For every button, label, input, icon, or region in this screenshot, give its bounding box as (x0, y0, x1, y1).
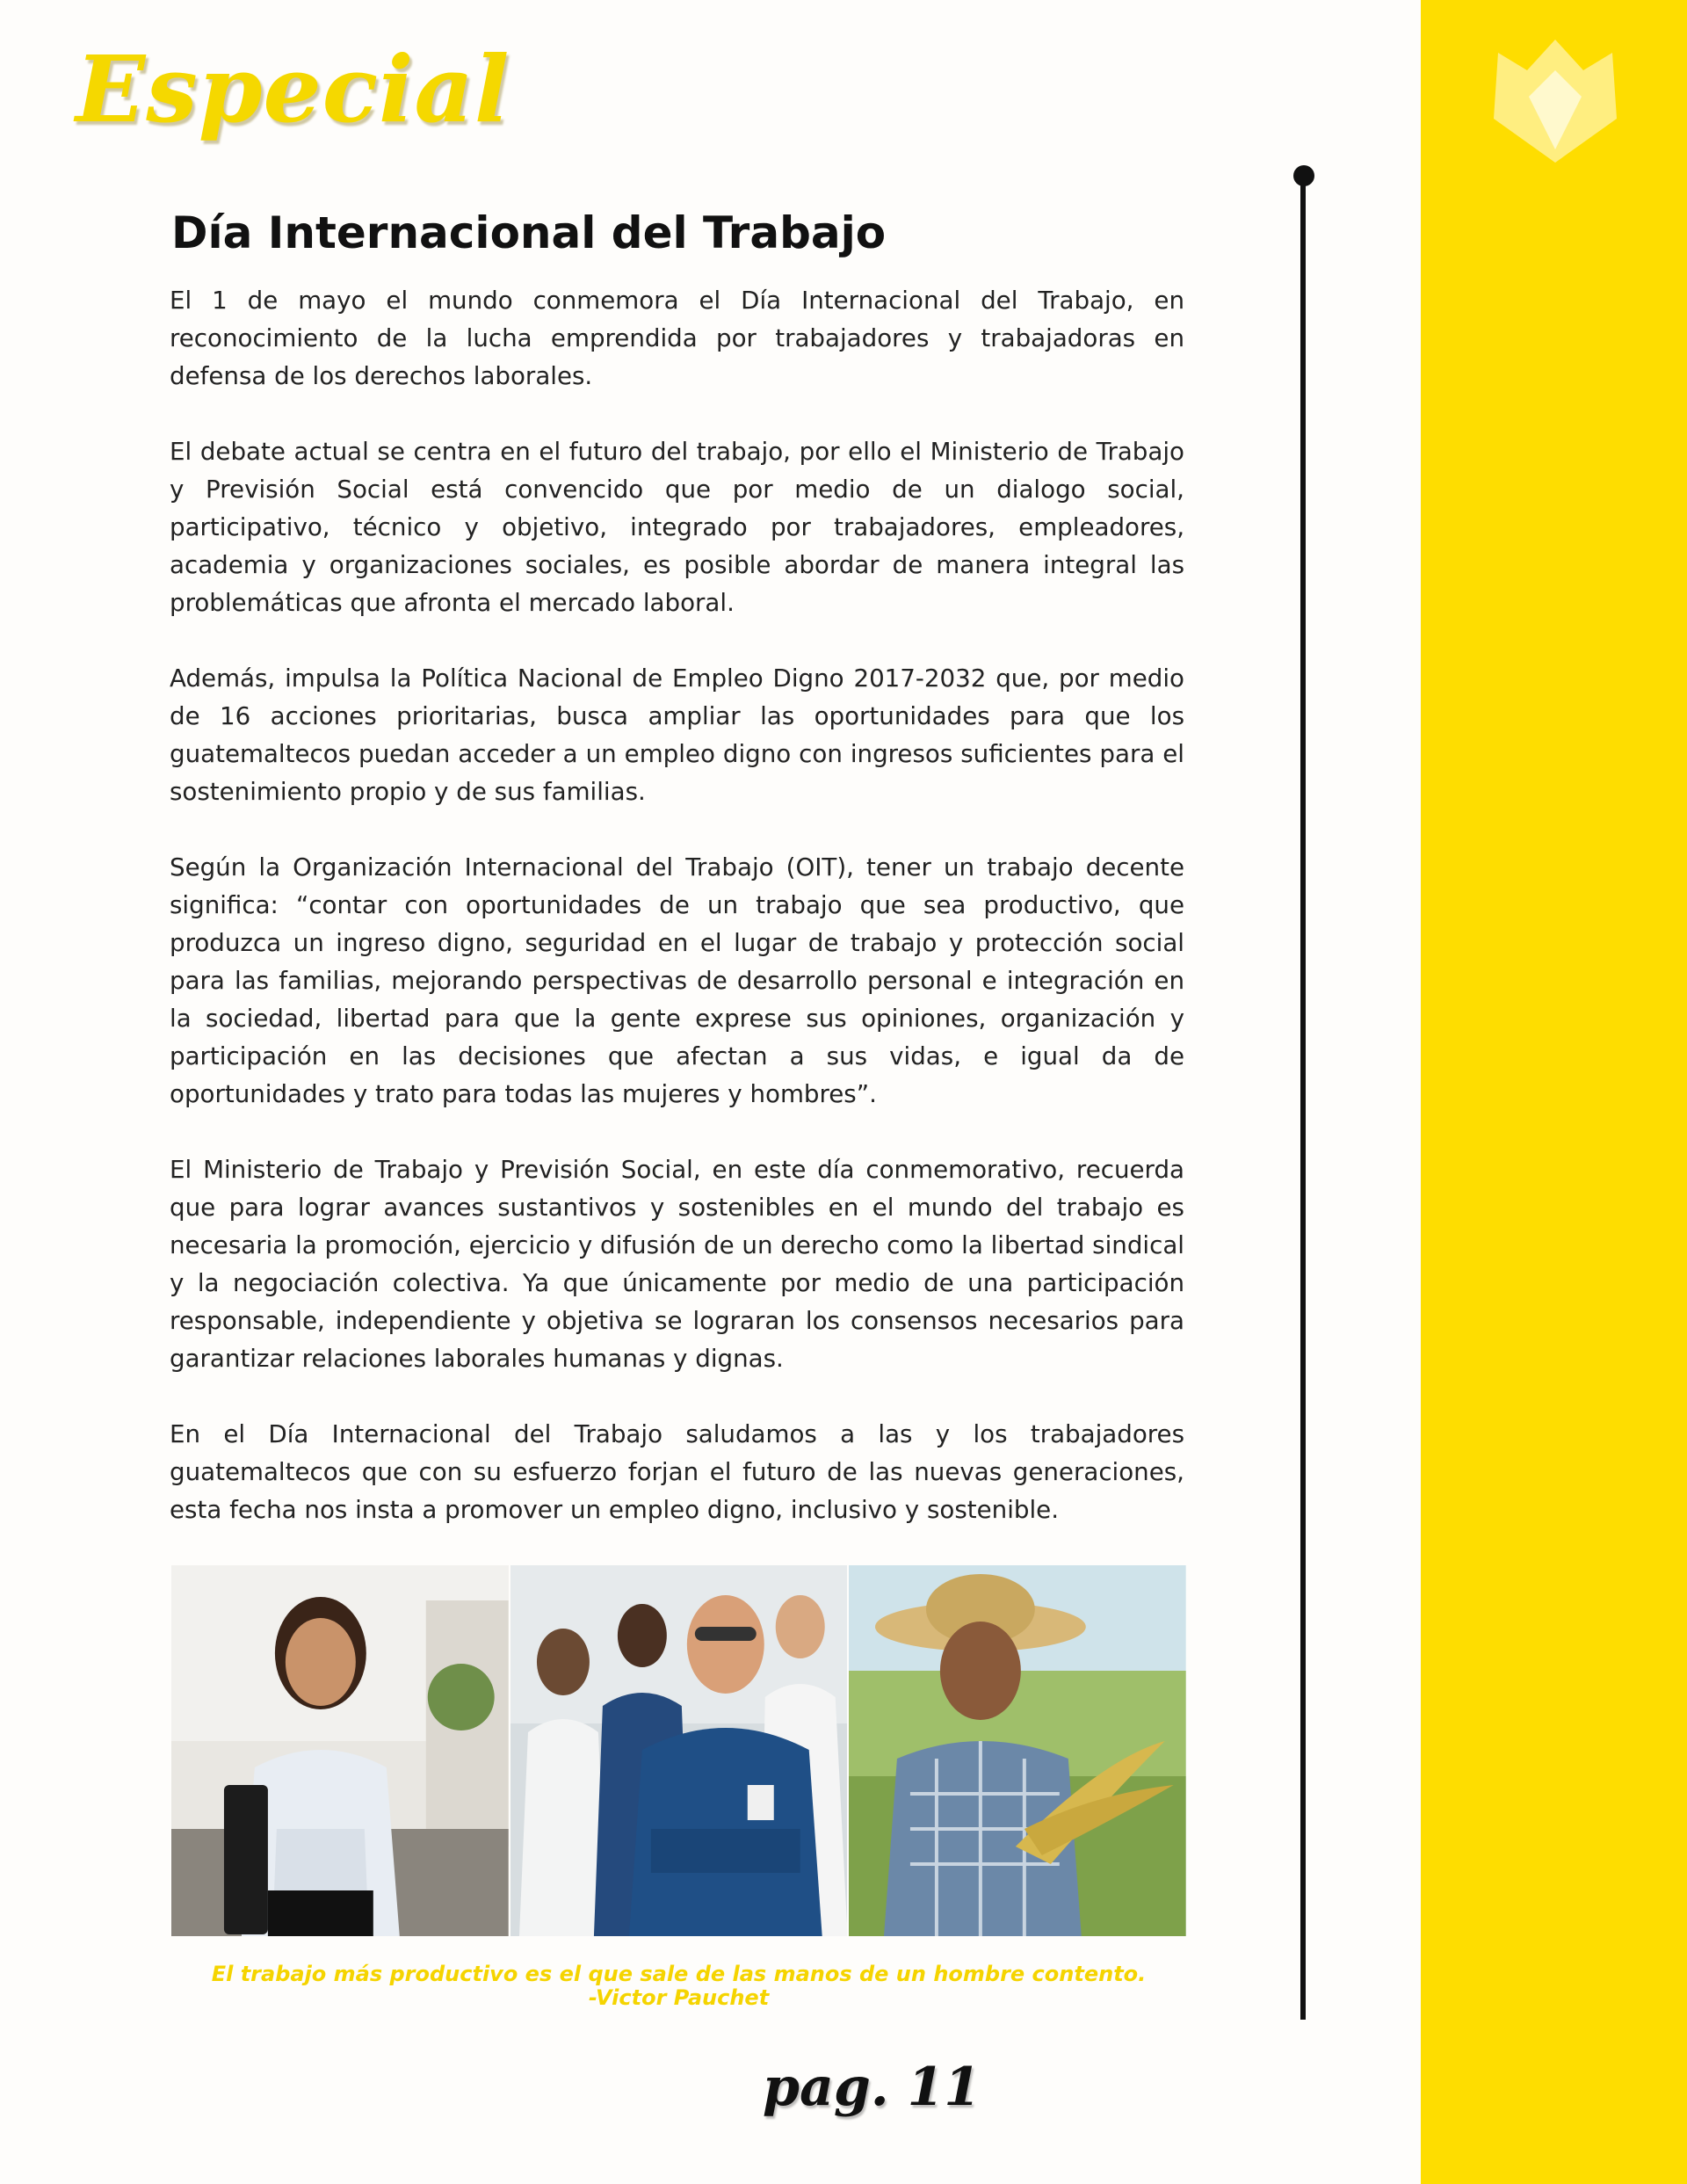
article-paragraph: El Ministerio de Trabajo y Previsión Social, en este día conmemorativo, recuerda que para lograr avances sustantivos y sostenibles en el mundo del trabajo es necesaria la promoción, ejercicio y difusión de un derecho como la libertad sindical y la negociación colectiva. Ya que únicamente por medio de una participación responsable, independiente y objetiva se lograran los consensos necesarios para garantizar relaciones laborales humanas y dignas. (170, 1155, 1184, 1373)
crown-logo-icon (1485, 35, 1625, 167)
article-paragraph: Además, impulsa la Política Nacional de Empleo Digno 2017-2032 que, por medio de 16 acciones prioritarias, busca ampliar las oportunidades para que los guatemaltecos puedan acceder a un empleo digno con ingresos suficientes para el sostenimiento propio y de sus familias. (170, 664, 1184, 806)
page-number: pag. 11 (763, 2057, 981, 2118)
timeline-line (1300, 176, 1306, 2020)
photo-strip (171, 1565, 1186, 1936)
article-paragraph: El debate actual se centra en el futuro del trabajo, por ello el Ministerio de Trabajo y Previsión Social está convencido que por medio de un dialogo social, participativo, técnico y objetivo, integrado por trabajadores, empleadores, academia y organizaciones sociales, es posible abordar de manera integral las problemáticas que afronta el mercado laboral. (170, 437, 1184, 617)
quote-text: El trabajo más productivo es el que sale de las manos de un hombre contento. (211, 1962, 1147, 1986)
article-body (170, 281, 1184, 1566)
article-paragraph: El 1 de mayo el mundo conmemora el Día Internacional del Trabajo, en reconocimiento de la lucha emprendida por trabajadores y trabajadoras en defensa de los derechos laborales. (170, 286, 1184, 390)
farmer-photo (849, 1565, 1186, 1936)
office-worker-photo (171, 1565, 509, 1936)
article-title: Día Internacional del Trabajo (171, 207, 887, 258)
quote-block (171, 1963, 1186, 2010)
article-paragraph: En el Día Internacional del Trabajo saludamos a las y los trabajadores guatemaltecos que con su esfuerzo forjan el futuro de las nuevas generaciones, esta fecha nos insta a promover un empleo digno, inclusivo y sostenible. (170, 1419, 1184, 1524)
article-paragraph: Según la Organización Internacional del Trabajo (OIT), tener un trabajo decente significa: “contar con oportunidades de un trabajo que sea productivo, que produzca un ingreso digno, seguridad en el lugar de trabajo y protección social para las familias, mejorando perspectivas de desarrollo personal e integración en la sociedad, libertad para que la gente exprese sus opiniones, organización y participación en las decisiones que afectan a sus vidas, e igual da de oportunidades y trato para todas las mujeres y hombres”. (170, 853, 1184, 1108)
side-band (1421, 0, 1687, 2184)
quote-author: -Victor Pauchet (588, 1985, 770, 2010)
section-label: Especial (76, 35, 510, 143)
medical-staff-photo (510, 1565, 848, 1936)
